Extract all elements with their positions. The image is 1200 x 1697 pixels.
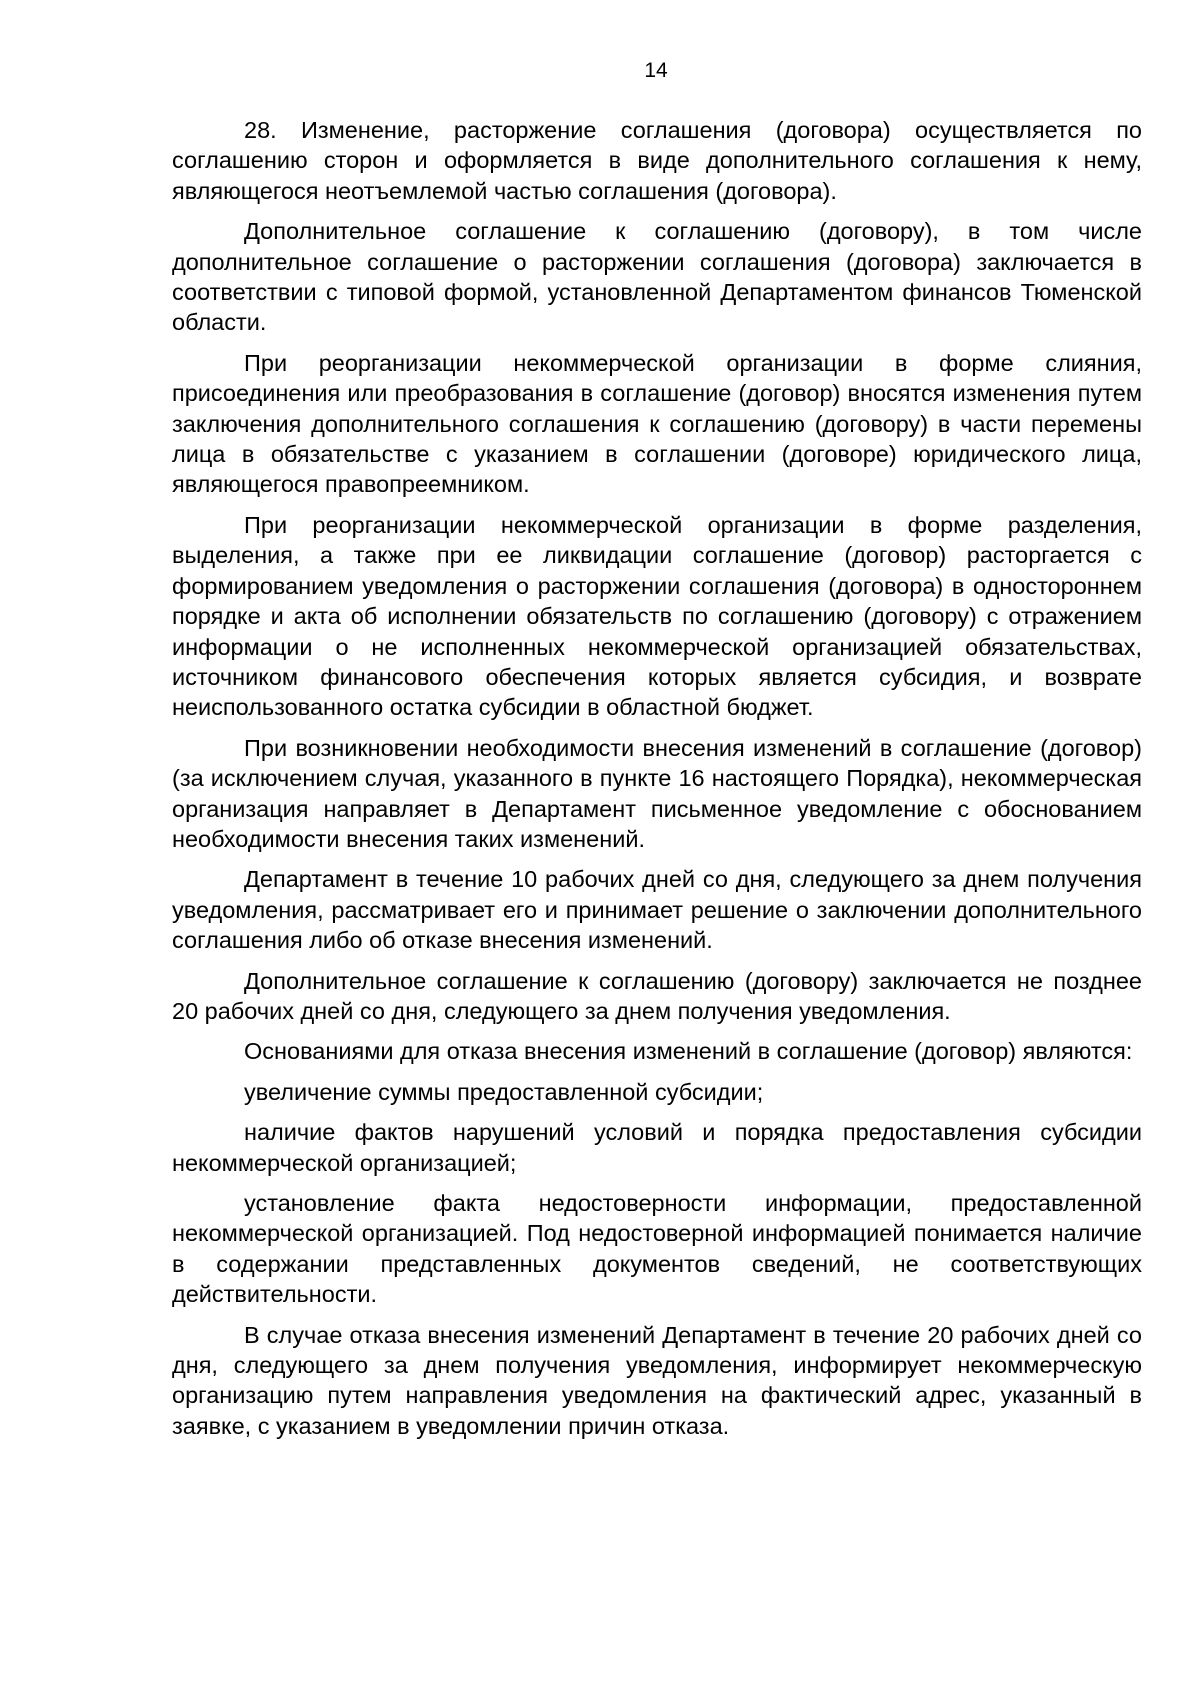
paragraph-change-notification: При возникновении необходимости внесения изменений в соглашение (договор) (за исключением случая, указанного в пункте 16 настоящего Порядка), некоммерческая организация направляет в Департамент письменное уведомление с обоснованием необходимости внесения таких изменений.	[172, 734, 1142, 852]
paragraph-additional-agreement-deadline: Дополнительное соглашение к соглашению (договору) заключается не позднее 20 рабочих дней со дня, следующего за днем получения уведомления.	[172, 967, 1142, 1024]
document-body	[172, 115, 1142, 1451]
list-item-subsidy-increase: увеличение суммы предоставленной субсидии;	[244, 1078, 764, 1105]
list-item-violations: наличие фактов нарушений условий и порядка предоставления субсидии некоммерческой организацией;	[172, 1119, 1142, 1176]
page-number: 14	[644, 59, 668, 82]
paragraph-refusal-notification: В случае отказа внесения изменений Департамент в течение 20 рабочих дней со дня, следующего за днем получения уведомления, информирует некоммерческую организацию путем направления уведомления на фактический адрес, указанный в заявке, с указанием в уведомлении причин отказа.	[172, 1321, 1142, 1439]
list-item-false-information: установление факта недостоверности информации, предоставленной некоммерческой организацией. Под недостоверной информацией понимается наличие в содержании представленных документов сведений, не соответствующих действительности.	[172, 1190, 1142, 1308]
paragraph-refusal-grounds-intro: Основаниями для отказа внесения изменений в соглашение (договор) являются:	[244, 1038, 1133, 1065]
paragraph-additional-agreement-form: Дополнительное соглашение к соглашению (договору), в том числе дополнительное соглашение о расторжении соглашения (договора) заключается в соответствии с типовой формой, установленной Департаментом финансов Тюменской области.	[172, 218, 1142, 336]
paragraph-reorganization-division: При реорганизации некоммерческой организации в форме разделения, выделения, а также при ее ликвидации соглашение (договор) расторгается с формированием уведомления о расторжении соглашения (договора) в одностороннем порядке и акта об исполнении обязательств по соглашению (договору) с отражением информации о не исполненных некоммерческой организацией обязательствах, источником финансового обеспечения которых является субсидия, и возврате неиспользованного остатка субсидии в областной бюджет.	[172, 511, 1142, 721]
paragraph-28-change-termination: 28. Изменение, расторжение соглашения (договора) осуществляется по соглашению сторон и оформляется в виде дополнительного соглашения к нему, являющегося неотъемлемой частью соглашения (договора).	[172, 117, 1142, 204]
paragraph-department-review: Департамент в течение 10 рабочих дней со дня, следующего за днем получения уведомления, рассматривает его и принимает решение о заключении дополнительного соглашения либо об отказе внесения изменений.	[172, 866, 1142, 954]
paragraph-reorganization-merger: При реорганизации некоммерческой организации в форме слияния, присоединения или преобразования в соглашение (договор) вносятся изменения путем заключения дополнительного соглашения к соглашению (договору) в части перемены лица в обязательстве с указанием в соглашении (договоре) юридического лица, являющегося правопреемником.	[172, 349, 1142, 498]
